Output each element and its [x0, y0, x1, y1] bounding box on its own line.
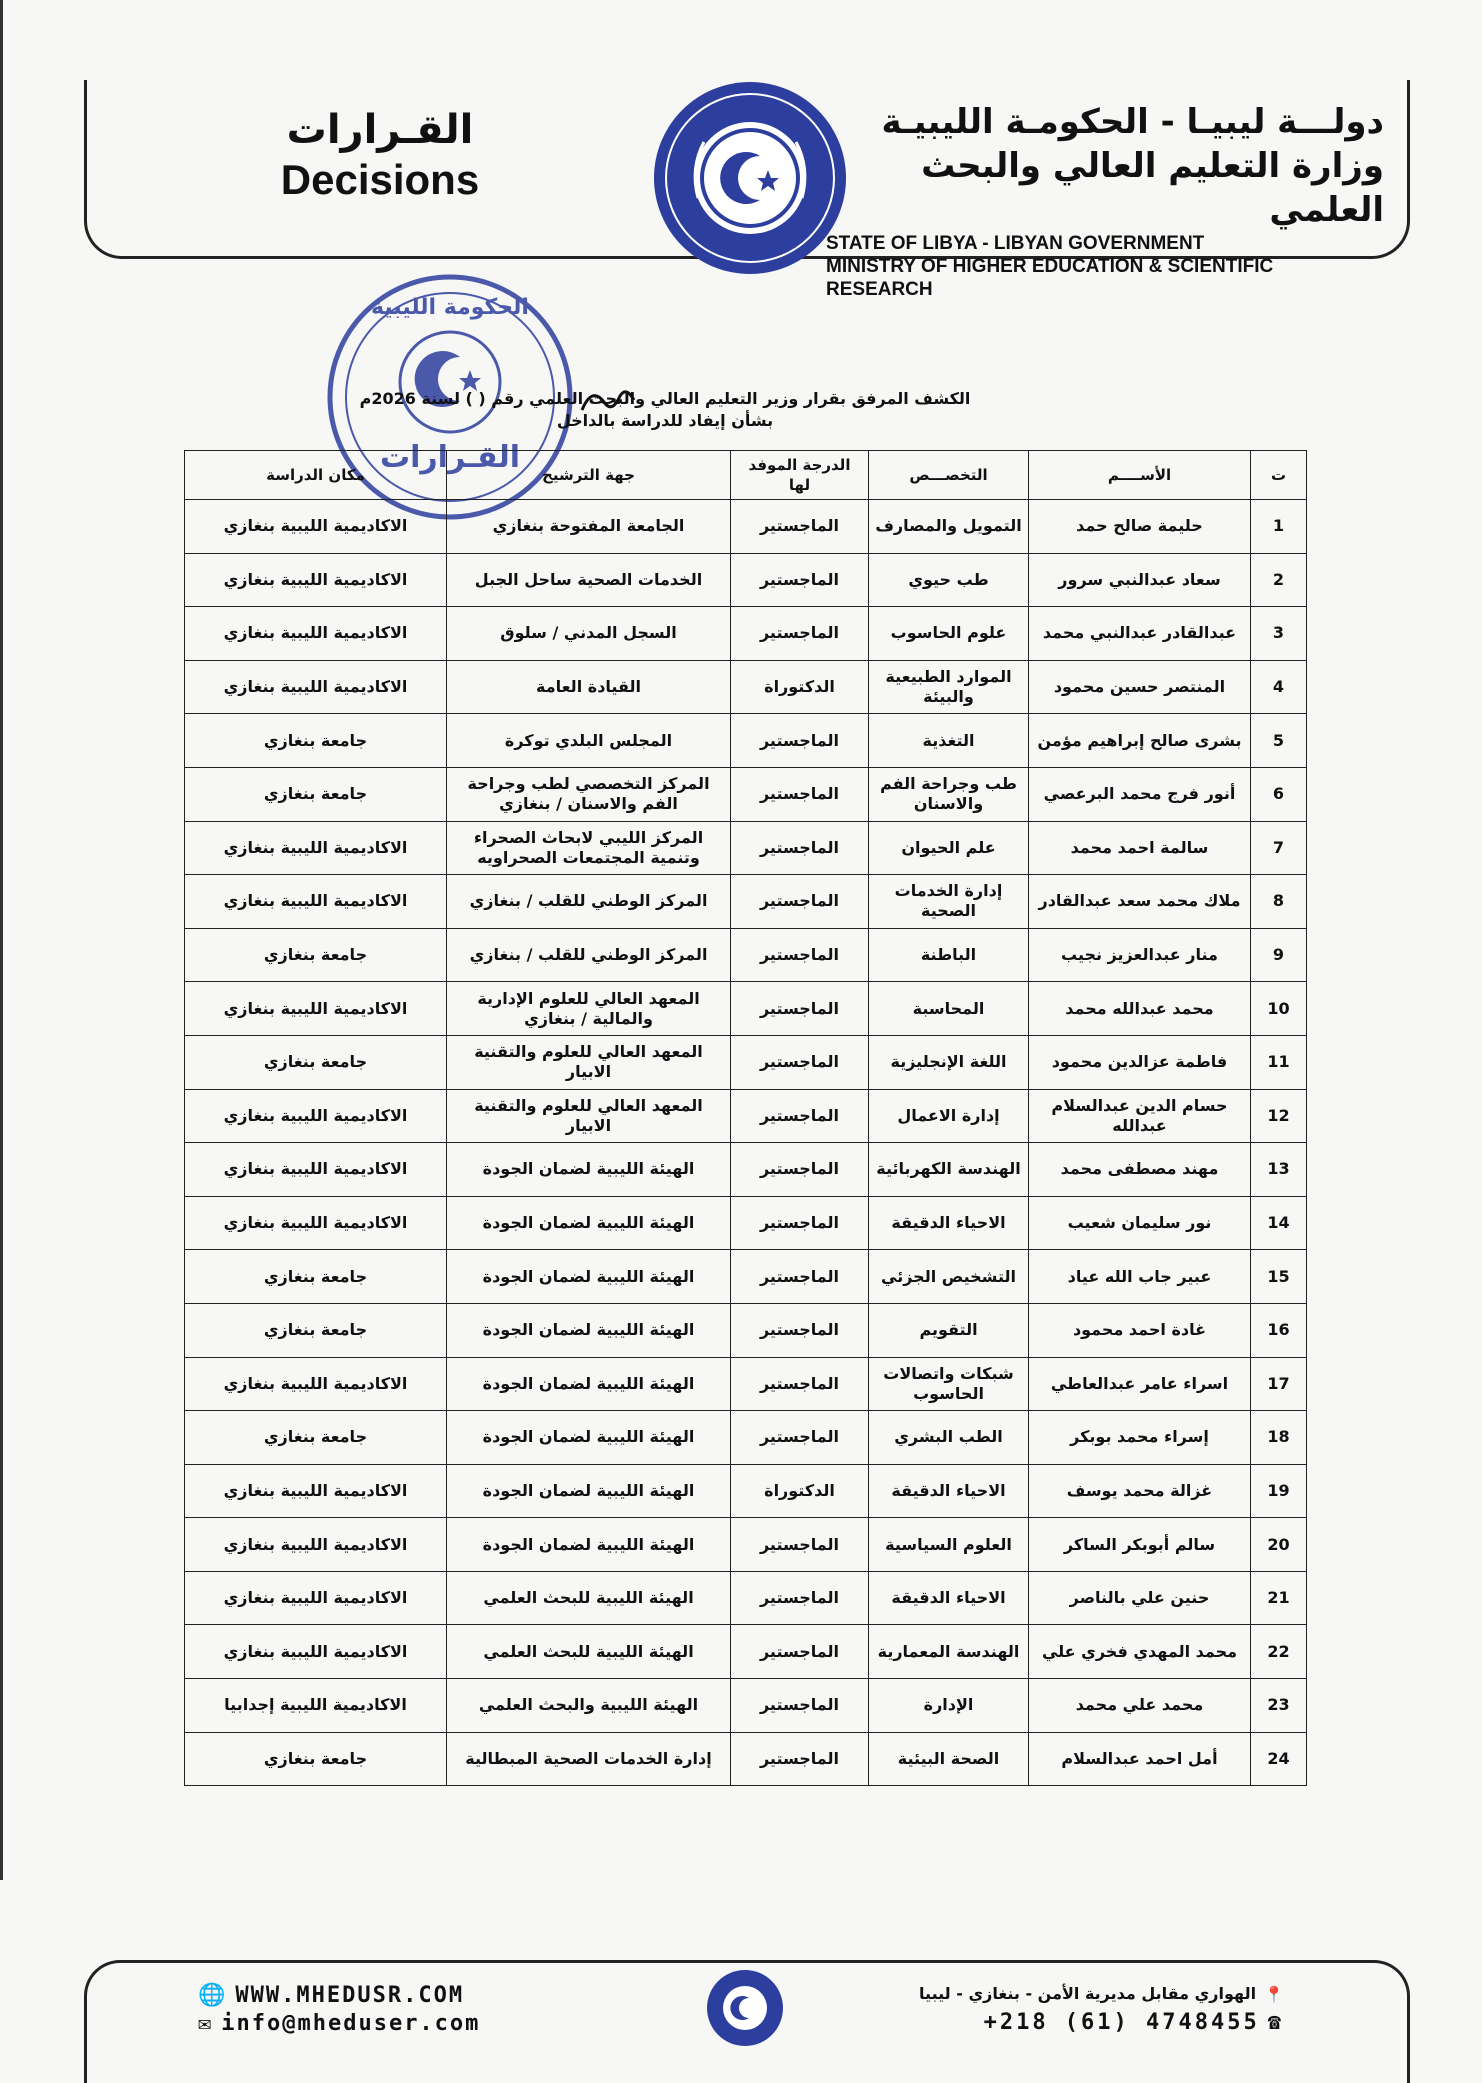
row-index: 15 [1251, 1250, 1307, 1304]
row-index: 10 [1251, 982, 1307, 1036]
row-specialization: شبكات واتصالات الحاسوب [869, 1357, 1029, 1411]
table-row [185, 821, 1307, 875]
row-name: غزالة محمد يوسف [1029, 1464, 1251, 1518]
row-index: 18 [1251, 1411, 1307, 1465]
ministry-title-en: MINISTRY OF HIGHER EDUCATION & SCIENTIFIC RESEARCH [826, 256, 1274, 300]
row-nominating-body: إدارة الخدمات الصحية المبطالية [447, 1732, 731, 1786]
row-study-place: جامعة بنغازي [185, 767, 447, 821]
ministry-title-ar: وزارة التعليم العالي والبحث العلمي [921, 146, 1384, 230]
row-specialization: طب حيوي [869, 553, 1029, 607]
row-nominating-body: المعهد العالي للعلوم الإدارية والمالية / بنغازي [447, 982, 731, 1036]
row-index: 3 [1251, 607, 1307, 661]
row-index: 17 [1251, 1357, 1307, 1411]
row-nominating-body: الجامعة المفتوحة بنغازي [447, 500, 731, 554]
row-specialization: الاحياء الدقيقة [869, 1196, 1029, 1250]
row-nominating-body: الهيئة الليبية لضمان الجودة [447, 1303, 731, 1357]
row-study-place: الاكاديمية الليبية بنغازي [185, 1518, 447, 1572]
table-row [185, 1464, 1307, 1518]
row-nominating-body: الهيئة الليبية لضمان الجودة [447, 1464, 731, 1518]
row-study-place: الاكاديمية الليبية بنغازي [185, 660, 447, 714]
row-nominating-body: الهيئة الليبية لضمان الجودة [447, 1196, 731, 1250]
table-row [185, 1143, 1307, 1197]
globe-icon: 🌐 [198, 1983, 228, 2008]
row-specialization: الموارد الطبيعية والبيئة [869, 660, 1029, 714]
decisions-header [230, 104, 530, 204]
row-nominating-body: الخدمات الصحية ساحل الجبل [447, 553, 731, 607]
row-specialization: طب وجراحة الفم والاسنان [869, 767, 1029, 821]
row-degree: الماجستير [731, 928, 869, 982]
row-index: 22 [1251, 1625, 1307, 1679]
row-degree: الماجستير [731, 1625, 869, 1679]
row-degree: الماجستير [731, 1196, 869, 1250]
row-study-place: الاكاديمية الليبية بنغازي [185, 1464, 447, 1518]
row-degree: الدكتوراة [731, 660, 869, 714]
row-name: عبير جاب الله عياد [1029, 1250, 1251, 1304]
row-degree: الماجستير [731, 1035, 869, 1089]
row-index: 8 [1251, 875, 1307, 929]
row-index: 23 [1251, 1679, 1307, 1733]
row-nominating-body: الهيئة الليبية لضمان الجودة [447, 1143, 731, 1197]
ministry-header [824, 100, 1384, 301]
row-nominating-body: القيادة العامة [447, 660, 731, 714]
row-name: إسراء محمد بوبكر [1029, 1411, 1251, 1465]
header-name: الأســــم [1029, 451, 1251, 500]
table-row [185, 767, 1307, 821]
row-study-place: الاكاديمية الليبية بنغازي [185, 1196, 447, 1250]
row-specialization: علم الحيوان [869, 821, 1029, 875]
row-index: 1 [1251, 500, 1307, 554]
row-index: 12 [1251, 1089, 1307, 1143]
email-icon: ✉ [198, 2011, 214, 2036]
state-title-en: STATE OF LIBYA - LIBYAN GOVERNMENT [826, 233, 1205, 254]
row-specialization: العلوم السياسية [869, 1518, 1029, 1572]
row-degree: الماجستير [731, 1679, 869, 1733]
row-degree: الماجستير [731, 982, 869, 1036]
row-specialization: إدارة الخدمات الصحية [869, 875, 1029, 929]
subject-line-1: الكشف المرفق بقرار وزير التعليم العالي والبحث العلمي رقم ( ) لسنة 2026م [359, 389, 971, 408]
row-specialization: التقويم [869, 1303, 1029, 1357]
row-nominating-body: الهيئة الليبية لضمان الجودة [447, 1518, 731, 1572]
row-name: عبدالقادر عبدالنبي محمد [1029, 607, 1251, 661]
footer-contact [190, 1982, 480, 2038]
table-row [185, 500, 1307, 554]
row-index: 4 [1251, 660, 1307, 714]
row-specialization: التغذية [869, 714, 1029, 768]
row-specialization: الاحياء الدقيقة [869, 1464, 1029, 1518]
row-name: سالمة احمد محمد [1029, 821, 1251, 875]
location-pin-icon: 📍 [1264, 1984, 1284, 2004]
row-specialization: الإدارة [869, 1679, 1029, 1733]
row-name: حليمة صالح حمد [1029, 500, 1251, 554]
row-index: 21 [1251, 1571, 1307, 1625]
footer-seal-icon [705, 1968, 785, 2048]
document-subject [300, 388, 1030, 432]
table-row [185, 875, 1307, 929]
table-row [185, 1625, 1307, 1679]
row-index: 7 [1251, 821, 1307, 875]
row-study-place: الاكاديمية الليبية بنغازي [185, 875, 447, 929]
row-name: منار عبدالعزيز نجيب [1029, 928, 1251, 982]
row-name: محمد علي محمد [1029, 1679, 1251, 1733]
header-degree: الدرجة الموفد لها [731, 451, 869, 500]
table-row [185, 1411, 1307, 1465]
table-row [185, 714, 1307, 768]
row-specialization: الطب البشري [869, 1411, 1029, 1465]
row-nominating-body: المعهد العالي للعلوم والتقنية الابيار [447, 1089, 731, 1143]
row-degree: الماجستير [731, 714, 869, 768]
row-name: مهند مصطفى محمد [1029, 1143, 1251, 1197]
row-nominating-body: المركز التخصصي لطب وجراحة الفم والاسنان / بنغازي [447, 767, 731, 821]
row-nominating-body: الهيئة الليبية للبحث العلمي [447, 1571, 731, 1625]
row-index: 20 [1251, 1518, 1307, 1572]
row-index: 11 [1251, 1035, 1307, 1089]
row-nominating-body: المركز الوطني للقلب / بنغازي [447, 875, 731, 929]
row-study-place: الاكاديمية الليبية بنغازي [185, 553, 447, 607]
table-row [185, 553, 1307, 607]
phone-icon: ☎ [1267, 2009, 1284, 2035]
row-degree: الماجستير [731, 1357, 869, 1411]
row-degree: الماجستير [731, 1089, 869, 1143]
row-name: سعاد عبدالنبي سرور [1029, 553, 1251, 607]
row-degree: الماجستير [731, 607, 869, 661]
row-specialization: المحاسبة [869, 982, 1029, 1036]
row-nominating-body: السجل المدني / سلوق [447, 607, 731, 661]
row-nominating-body: الهيئة الليبية لضمان الجودة [447, 1357, 731, 1411]
row-name: محمد المهدي فخري علي [1029, 1625, 1251, 1679]
row-index: 19 [1251, 1464, 1307, 1518]
decisions-title-ar: القـرارات [286, 107, 474, 153]
row-study-place: الاكاديمية الليبية بنغازي [185, 982, 447, 1036]
page-edge-line [0, 0, 3, 1880]
row-index: 24 [1251, 1732, 1307, 1786]
row-degree: الماجستير [731, 1571, 869, 1625]
row-index: 2 [1251, 553, 1307, 607]
header-index: ت [1251, 451, 1307, 500]
row-name: اسراء عامر عبدالعاطي [1029, 1357, 1251, 1411]
row-name: نور سليمان شعيب [1029, 1196, 1251, 1250]
signature-icon [578, 384, 638, 420]
row-nominating-body: المركز الوطني للقلب / بنغازي [447, 928, 731, 982]
decisions-title-en: Decisions [280, 156, 480, 203]
footer-address [919, 1980, 1292, 2037]
row-specialization: الهندسة المعمارية [869, 1625, 1029, 1679]
table-row [185, 1732, 1307, 1786]
header-specialization: التخصـــص [869, 451, 1029, 500]
row-study-place: الاكاديمية الليبية بنغازي [185, 821, 447, 875]
row-study-place: الاكاديمية الليبية بنغازي [185, 607, 447, 661]
row-study-place: جامعة بنغازي [185, 1732, 447, 1786]
row-name: ملاك محمد سعد عبدالقادر [1029, 875, 1251, 929]
row-nominating-body: الهيئة الليبية لضمان الجودة [447, 1411, 731, 1465]
row-nominating-body: المعهد العالي للعلوم والتقنية الابيار [447, 1035, 731, 1089]
row-study-place: الاكاديمية الليبية إجدابيا [185, 1679, 447, 1733]
row-degree: الماجستير [731, 1411, 869, 1465]
row-specialization: إدارة الاعمال [869, 1089, 1029, 1143]
table-row [185, 928, 1307, 982]
row-degree: الماجستير [731, 500, 869, 554]
row-degree: الماجستير [731, 1732, 869, 1786]
table-row [185, 1303, 1307, 1357]
row-nominating-body: الهيئة الليبية للبحث العلمي [447, 1625, 731, 1679]
row-degree: الماجستير [731, 1518, 869, 1572]
table-row [185, 982, 1307, 1036]
nominees-table [184, 450, 1307, 1786]
subject-line-2: بشأن إيفاد للدراسة بالداخل [556, 411, 774, 430]
footer-address-text: الهواري مقابل مديرية الأمن - بنغازي - ليبيا [919, 1984, 1257, 2003]
table-row [185, 1250, 1307, 1304]
row-study-place: الاكاديمية الليبية بنغازي [185, 1625, 447, 1679]
row-nominating-body: المجلس البلدي توكرة [447, 714, 731, 768]
footer-website[interactable]: WWW.MHEDUSR.COM [235, 1983, 465, 2008]
footer-email[interactable]: info@mheduser.com [221, 2011, 481, 2036]
table-body [185, 500, 1307, 1786]
table-header-row [185, 451, 1307, 500]
row-specialization: الهندسة الكهربائية [869, 1143, 1029, 1197]
row-index: 13 [1251, 1143, 1307, 1197]
row-study-place: جامعة بنغازي [185, 1250, 447, 1304]
row-name: أمل احمد عبدالسلام [1029, 1732, 1251, 1786]
table-row [185, 1357, 1307, 1411]
row-degree: الدكتوراة [731, 1464, 869, 1518]
row-name: المنتصر حسين محمود [1029, 660, 1251, 714]
row-name: حنين علي بالناصر [1029, 1571, 1251, 1625]
row-index: 16 [1251, 1303, 1307, 1357]
table-row [185, 1571, 1307, 1625]
row-degree: الماجستير [731, 1143, 869, 1197]
row-degree: الماجستير [731, 767, 869, 821]
row-specialization: علوم الحاسوب [869, 607, 1029, 661]
stamp-top-text: الحكومة الليبية [371, 295, 529, 320]
row-study-place: الاكاديمية الليبية بنغازي [185, 1143, 447, 1197]
table-row [185, 1679, 1307, 1733]
row-index: 5 [1251, 714, 1307, 768]
row-study-place: جامعة بنغازي [185, 928, 447, 982]
table-row [185, 1518, 1307, 1572]
row-name: سالم أبوبكر الساكر [1029, 1518, 1251, 1572]
row-study-place: جامعة بنغازي [185, 1035, 447, 1089]
row-specialization: التشخيص الجزئي [869, 1250, 1029, 1304]
table-row [185, 1196, 1307, 1250]
row-specialization: الاحياء الدقيقة [869, 1571, 1029, 1625]
row-specialization: اللغة الإنجليزية [869, 1035, 1029, 1089]
footer-phone[interactable]: +218 (61) 4748455 [983, 2009, 1260, 2035]
row-study-place: الاكاديمية الليبية بنغازي [185, 1571, 447, 1625]
row-index: 6 [1251, 767, 1307, 821]
row-study-place: الاكاديمية الليبية بنغازي [185, 500, 447, 554]
ministry-seal-icon [650, 78, 850, 278]
row-study-place: جامعة بنغازي [185, 714, 447, 768]
table-row [185, 1089, 1307, 1143]
row-degree: الماجستير [731, 1303, 869, 1357]
header-nominating-body: جهة الترشيح [447, 451, 731, 500]
row-name: أنور فرج محمد البرعصي [1029, 767, 1251, 821]
row-name: حسام الدين عبدالسلام عبدالله [1029, 1089, 1251, 1143]
row-study-place: الاكاديمية الليبية بنغازي [185, 1089, 447, 1143]
row-nominating-body: الهيئة الليبية لضمان الجودة [447, 1250, 731, 1304]
state-title-ar: دولـــة ليبيـا - الحكومـة الليبيـة [881, 102, 1384, 142]
row-specialization: التمويل والمصارف [869, 500, 1029, 554]
row-degree: الماجستير [731, 875, 869, 929]
row-name: غادة احمد محمود [1029, 1303, 1251, 1357]
stamp-bottom-text: القـرارات [379, 440, 521, 475]
header-study-place: مكان الدراسة [185, 451, 447, 500]
row-study-place: جامعة بنغازي [185, 1303, 447, 1357]
row-degree: الماجستير [731, 1250, 869, 1304]
row-degree: الماجستير [731, 821, 869, 875]
table-row [185, 607, 1307, 661]
row-study-place: جامعة بنغازي [185, 1411, 447, 1465]
row-index: 9 [1251, 928, 1307, 982]
table-row [185, 660, 1307, 714]
row-nominating-body: المركز الليبي لابحاث الصحراء وتنمية المجتمعات الصحراويه [447, 821, 731, 875]
row-name: فاطمة عزالدين محمود [1029, 1035, 1251, 1089]
row-nominating-body: الهيئة الليبية والبحث العلمي [447, 1679, 731, 1733]
row-degree: الماجستير [731, 553, 869, 607]
row-index: 14 [1251, 1196, 1307, 1250]
row-specialization: الصحة البيئية [869, 1732, 1029, 1786]
row-name: بشرى صالح إبراهيم مؤمن [1029, 714, 1251, 768]
table-row [185, 1035, 1307, 1089]
row-name: محمد عبدالله محمد [1029, 982, 1251, 1036]
row-study-place: الاكاديمية الليبية بنغازي [185, 1357, 447, 1411]
row-specialization: الباطنة [869, 928, 1029, 982]
